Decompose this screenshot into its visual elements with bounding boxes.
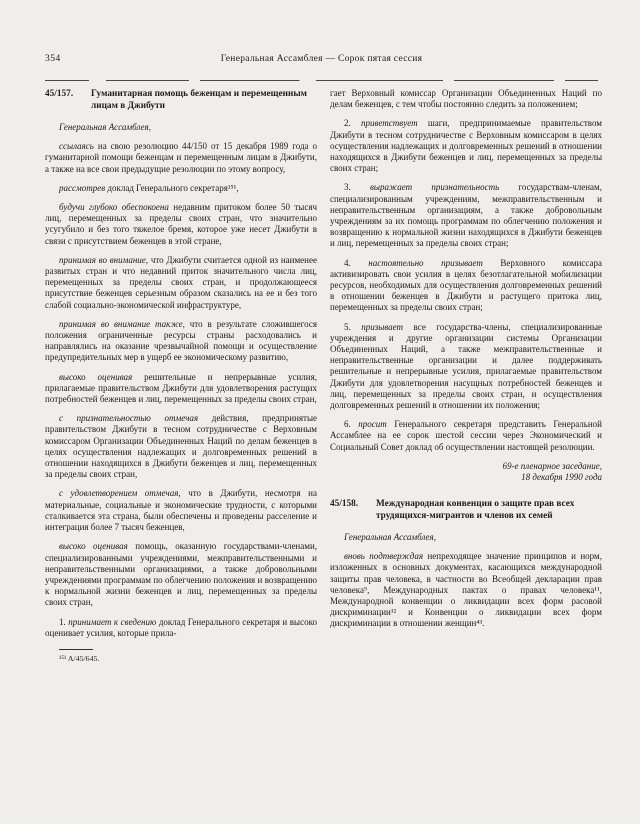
preamble-paragraph: рассмотрев доклад Генерального секретаря¹⁵¹, — [59, 182, 239, 193]
preamble-paragraph: ссылаясь на свою резолюцию 44/150 от 15 декабря 1989 года о гуманитарной помощи беженцам и перемещенным лицам в Джибути, а также на все свои предыдущие резолюции по этому вопросу, — [45, 141, 317, 174]
preamble-paragraph: высоко оценивая помощь, оказанную государствами-членами, специализированными учреждениями, межправительственными и неправительственными организациями, а также добровольными учреждениями программам по облегчению положения и возвращению к нормальной жизни беженцев и лиц, перемещенных за пределы своих стран, — [45, 541, 318, 608]
left-column — [45, 88, 317, 664]
header-rule — [45, 80, 598, 81]
operative-paragraph-6: 6. просит Генерального секретаря представить Генеральной Ассамблее на ее сорок шестой сессии через Экономический и Социальный Совет доклад об осуществлении настоящей резолюции. — [330, 419, 603, 452]
operative-paragraph-1: 1. принимает к сведению доклад Генерального секретаря и высоко оценивает усилия, которые прила- — [45, 616, 317, 638]
resolution-157-number: 45/157. — [45, 89, 74, 99]
resolution-157-title: Гуманитарная помощь беженцам и перемещенным лицам в Джибути — [91, 89, 307, 111]
adoption-line — [330, 461, 602, 484]
preamble-paragraph: высоко оценивая решительные и непрерывные усилия, прилагаемые правительством Джибути для удовлетворения растущих потребностей беженцев и лиц, перемещенных за пределы своих стран, — [45, 371, 317, 405]
preamble-paragraph: с признательностью отмечая действия, предпринятые правительством Джибути в тесном сотрудничестве с Верховным комиссаром Организации Объединенных Наций по делам беженцев в целях осуществления надлежащих и долговременных решений в отношении находящихся в Джибути беженцев и лиц, перемещенных за пределы своих стран, — [45, 413, 317, 480]
plenary-meeting: 69-е пленарное заседание, — [502, 460, 602, 471]
footnote-text: ¹⁵¹ A/45/645. — [59, 653, 100, 663]
resolution-157-heading — [45, 88, 317, 112]
resolution-158-opening: Генеральная Ассамблея, — [344, 531, 436, 542]
operative-paragraph-5: 5. призывает все государства-члены, специализированные учреждения и другие организации системы Организации Объединенных Наций, а также межправительственные и неправительственные организации и далее поддерживать решительные и непрерывные усилия, прилагаемые правительством Джибути для удовлетворения насущных потребностей беженцев и лиц, перемещенных за пределы своих стран, и осуществления долговременных решений в отношении их положения; — [330, 321, 602, 411]
page-number: 354 — [45, 54, 61, 64]
adoption-date: 18 декабря 1990 года — [521, 472, 602, 483]
operative-paragraph-1-continuation: гает Верховный комиссар Организации Объединенных Наций по делам беженцев, с тем чтобы постоянно следить за положением; — [330, 88, 602, 110]
right-column — [330, 88, 602, 638]
preamble-paragraph: с удовлетворением отмечая, что в Джибути, несмотря на материальные, социальные и экономические трудности, с которыми сталкивается эта страна, были обеспечены и проведены расселение и интеграция более 7 тысяч беженцев, — [45, 488, 317, 533]
preamble-paragraph: будучи глубоко обеспокоена недавним притоком более 50 тысяч лиц, перемещенных за пределы своих стран, что значительно усугубило и без того тяжелое бремя, которое уже несет Джибути в связи с присутствием беженцев в этой стране, — [45, 202, 317, 246]
resolution-157-opening: Генеральная Ассамблея, — [59, 122, 151, 132]
footnote-block — [45, 649, 317, 664]
running-header — [45, 54, 598, 72]
operative-paragraph-4: 4. настоятельно призывает Верховного комиссара активизировать свои усилия в целях безотлагательной мобилизации ресурсов, необходимых для осуществления долговременных решений в отношении беженцев в Джибути и растущего притока лиц, перемещенных за пределы своих стран; — [330, 257, 602, 313]
resolution-158-number: 45/158. — [330, 498, 359, 509]
operative-paragraph-2: 2. приветствует шаги, предпринимаемые правительством Джибути в тесном сотрудничестве с Верховным комиссаром в целях осуществления надлежащих и долговременных решений в отношении находящихся в Джибути беженцев и лиц, перемещенных за пределы своих стран; — [330, 118, 602, 174]
resolution-158-heading — [330, 498, 602, 522]
resolution-158-title: Международная конвенция о защите прав всех трудящихся-мигрантов и членов их семей — [376, 498, 575, 521]
footnote-rule — [59, 649, 93, 650]
resolution-158-paragraph: вновь подтверждая непреходящее значение принципов и норм, изложенных в основных документах, касающихся международной защиты прав человека, в частности во Всеобщей декларации прав человека⁹, Международных пактах о правах человека¹¹, Международной конвенции о ликвидации всех форм расовой дискриминации¹² и Конвенции о ликвидации всех форм дискриминации в отношении женщин⁴³. — [330, 551, 602, 629]
operative-paragraph-3: 3. выражает признательность государствам-членам, специализированным учреждениям, межправительственным и неправительственным организациям, а также добровольным учреждениям за их помощь программам по облегчению положения и возвращению к нормальной жизни находящихся в Джибути беженцев и лиц, перемещенных за пределы своих стран; — [330, 182, 602, 249]
running-title: Генеральная Ассамблея — Сорок пятая сессия — [220, 54, 423, 64]
preamble-paragraph: принимая во внимание также, что в результате сложившегося положения ограниченные ресурсы страны расходовались и направлялись на оказание чрезвычайной помощи и осуществление предупредительных мер в ущерб ее экономическому развитию, — [45, 318, 318, 363]
preamble-paragraph: принимая во внимание, что Джибути считается одной из наименее развитых стран и что недавний приток значительного числа лиц, перемещенных за пределы своих стран, и продолжающееся присутствие беженцев серьезным образом сказались на ее и без того слабой социально-экономической инфраструктуре, — [45, 254, 317, 310]
